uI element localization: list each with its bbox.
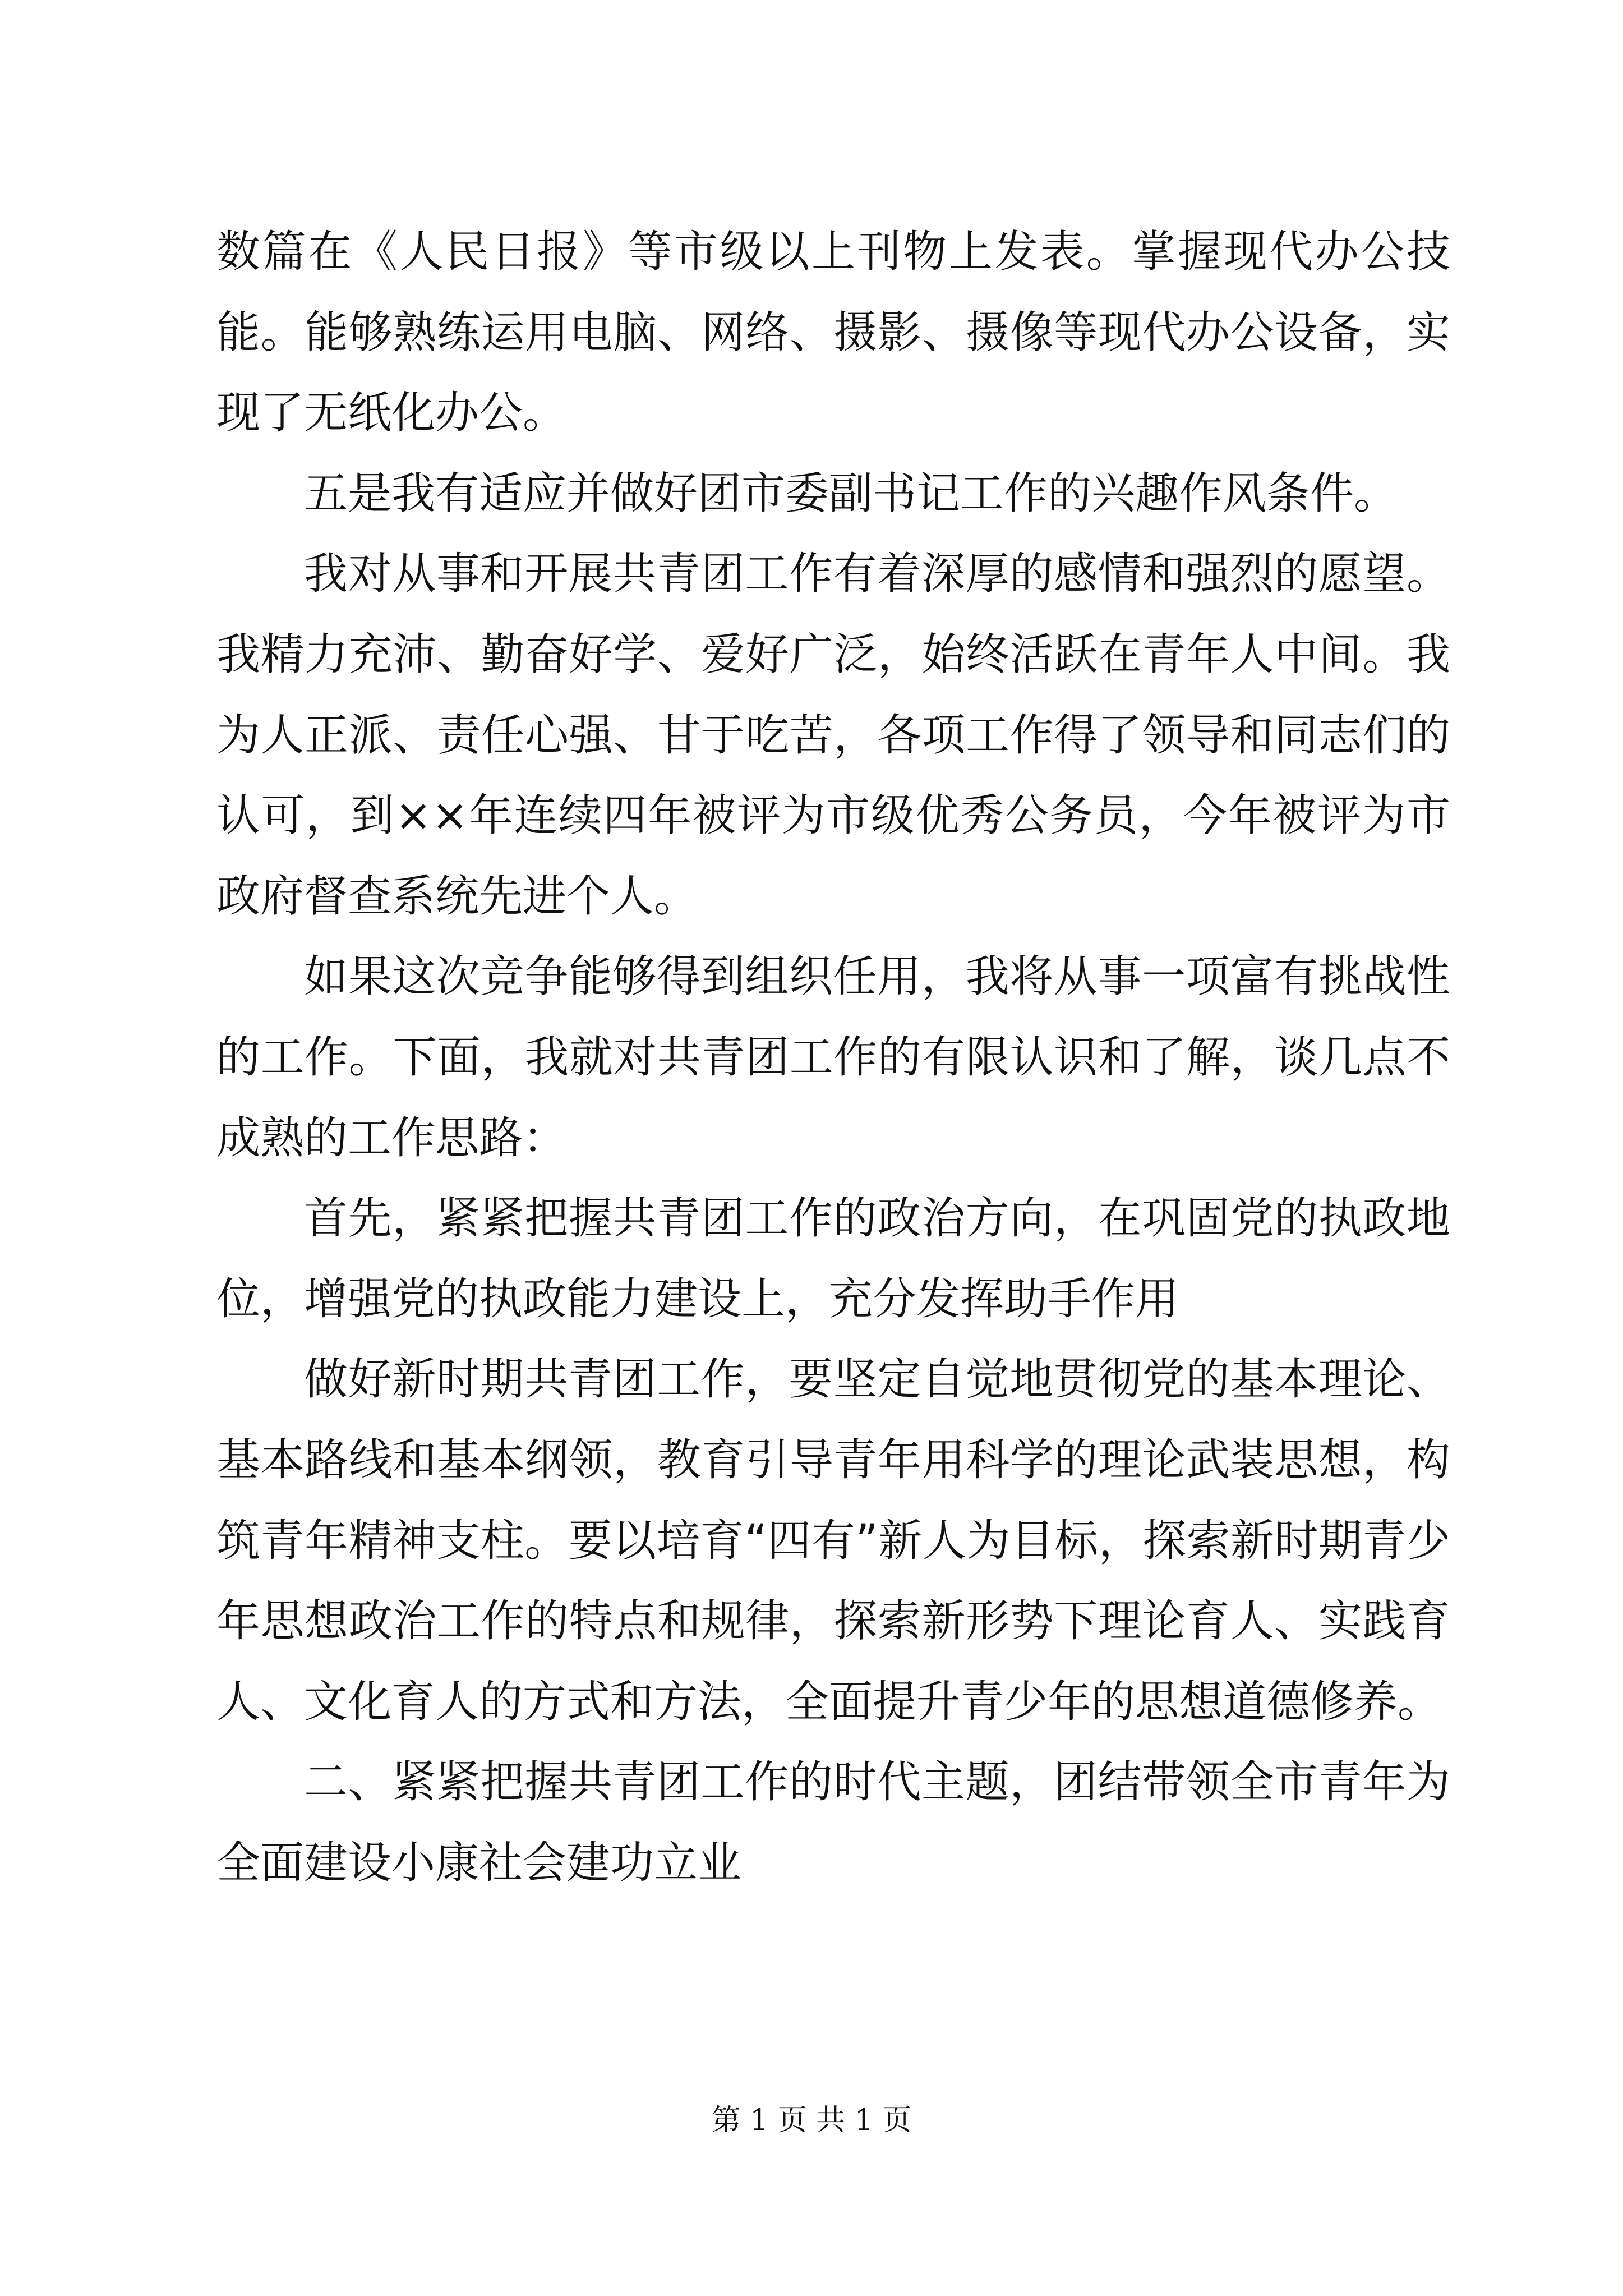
paragraph-5: 首先，紧紧把握共青团工作的政治方向，在巩固党的执政地位，增强党的执政能力建设上，充分发挥助手作用 — [216, 1193, 1450, 1324]
paragraph-2: 五是我有适应并做好团市委副书记工作的兴趣作风条件。 — [304, 468, 1398, 519]
paragraph-7: 二、紧紧把握共青团工作的时代主题，团结带领全市青年为全面建设小康社会建功立业 — [216, 1757, 1450, 1888]
paragraph-6: 做好新时期共青团工作，要坚定自觉地贯彻党的基本理论、基本路线和基本纲领，教育引导青年用科学的理论武装思想，构筑青年精神支柱。要以培育“四有”新人为目标，探索新时期青少年思想政治工作的特点和规律，探索新形势下理论育人、实践育人、文化育人的方式和方法，全面提升青少年的思想道德修养。 — [216, 1354, 1450, 1727]
document-body — [216, 212, 1450, 1903]
paragraph-4: 如果这次竞争能够得到组织任用，我将从事一项富有挑战性的工作。下面，我就对共青团工作的有限认识和了解，谈几点不成熟的工作思路： — [216, 951, 1450, 1163]
paragraph-3: 我对从事和开展共青团工作有着深厚的感情和强烈的愿望。我精力充沛、勤奋好学、爱好广泛，始终活跃在青年人中间。我为人正派、责任心强、甘于吃苦，各项工作得了领导和同志们的认可，到××年连续四年被评为市级优秀公务员，今年被评为市政府督查系统先进个人。 — [216, 549, 1450, 922]
page-footer: 第 1 页 共 1 页 — [711, 2104, 912, 2137]
paragraph-1: 数篇在《人民日报》等市级以上刊物上发表。掌握现代办公技能。能够熟练运用电脑、网络、摄影、摄像等现代办公设备，实现了无纸化办公。 — [216, 227, 1450, 439]
